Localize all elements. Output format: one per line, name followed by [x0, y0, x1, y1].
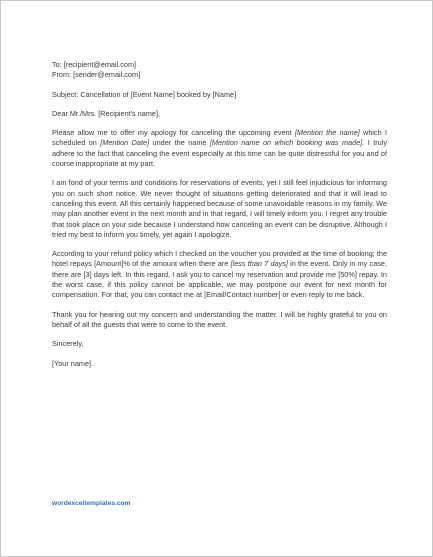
paragraph-reason: I am fond of your terms and conditions for reservations of events, yet I still feel injudicious for informing you on such short notice. We never thought of situations getting deteriorated and that it will lead to canceling this event. All this certainly happened because of some unavoidable reasons in my family. We may plan another event in the next month and in that regard, I will timely inform you. I regret any trouble that took place on your side because I understand how canceling an event can be disruptive. Although I tried my best to inform you timely, yet again I apologize. — [52, 178, 387, 239]
subject-line: Subject: Cancellation of [Event Name] booked by [Name] — [52, 89, 237, 99]
text-run: under the name — [149, 138, 210, 148]
placeholder-event-name: [Mention the name] — [294, 128, 360, 138]
placeholder-date: [Mention Date] — [100, 138, 150, 148]
to-line: To: [recipient@email.com] — [52, 60, 137, 69]
letter-body — [52, 60, 387, 369]
from-line: From: [sender@email.com] — [52, 70, 141, 80]
paragraph-thanks: Thank you for hearing out my concern and understanding the matter. I will be highly grateful to you on behalf of all the guests that were to come to the event. — [52, 309, 387, 329]
text-run: According to your refund policy which I checked on the voucher you provided at the time of booking; the hotel repays [Amount]% of the amount when there are — [52, 249, 387, 269]
paragraph-refund — [52, 249, 387, 300]
paragraph-apology — [52, 128, 387, 169]
placeholder-days: [less than 7 days] — [230, 259, 288, 269]
signature: [Your name]. — [52, 358, 94, 368]
closing: Sincerely, — [52, 339, 84, 349]
text-run: I truly adhere to the fact that canceling the event especially at this time can be quite distressful for you and of course inappropriate at my part. — [52, 138, 387, 169]
salutation: Dear Mr./Mrs. [Recipient's name], — [52, 108, 161, 118]
watermark-link[interactable]: wordexceltemplates.com — [52, 500, 131, 507]
placeholder-booking-name: [Mention name on which booking was made]. — [209, 138, 365, 148]
text-run: in the event. Only in my case, there are [3] days left. In this regard, I ask you to cancel my reservation and provide me [50%] repay. In the worst case, if this policy cannot be applicable, we may postpone our event for next month for compensation. For that, you can contact me at [Email/Contact number] or even reply to me back. — [52, 259, 387, 300]
text-run: Please allow me to offer my apology for canceling the upcoming event — [52, 128, 295, 138]
text-run: which I scheduled on — [52, 128, 387, 148]
